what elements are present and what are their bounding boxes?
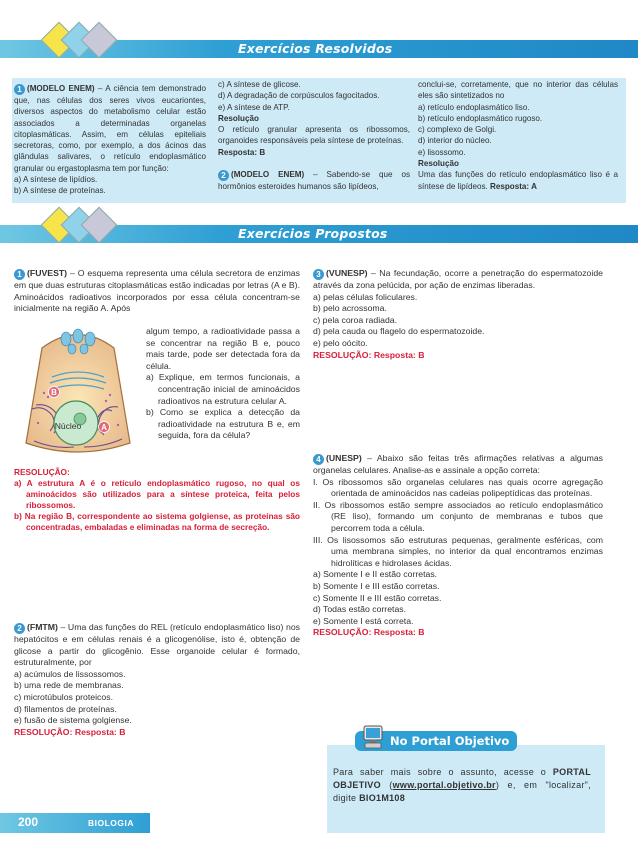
option-c: c) A síntese de glicose.	[218, 80, 301, 89]
option-b: b) pelo acrossoma.	[313, 303, 387, 314]
resolution-text: Uma das funções do retículo endoplasmático liso é a síntese de lipídeos.	[418, 170, 618, 191]
question-source: (MODELO ENEM)	[231, 170, 305, 180]
resolution-label: Resolução	[418, 159, 459, 169]
question-source: (FUVEST)	[27, 268, 68, 278]
option-a: a) Somente I e II estão corretas.	[313, 569, 438, 580]
option-d: d) pela cauda ou flagelo do espermatozoide.	[313, 326, 485, 337]
cell-diagram	[14, 323, 142, 463]
part-b: b) Como se explica a detecção da radioatividade na estrutura B e, em seguida, fora da célula?	[146, 407, 300, 441]
statement-ii: II. Os ribossomos estão sempre associados ao retículo endoplasmático (RE liso), formando um conjunto de membranas e tubos que percorrem toda a célula.	[313, 499, 603, 533]
question-number: 1	[14, 84, 25, 95]
question-text-cont: conclui-se, corretamente, que no interior das células eles são sintetizados no	[418, 80, 618, 101]
resolution-answer: RESOLUÇÃO: Resposta: B	[313, 627, 425, 638]
question-text: – Abaixo são feitas três afirmações relativas a algumas organelas celulares. Analise-as e assinale a opção correta:	[313, 453, 603, 475]
option-a: a) retículo endoplasmático liso.	[418, 102, 530, 112]
proposto-q2	[14, 622, 300, 738]
option-e: e) A síntese de ATP.	[218, 102, 290, 112]
proposto-q3	[313, 268, 603, 361]
question-text: – Uma das funções do REL (retículo endoplasmático liso) nos hepatócitos e em células renais é a glicogenólise, isto é, obtenção de glicose a partir do glicogênio. Esse organoide celular é formado, estruturalmente, por	[14, 622, 300, 668]
option-a: a) pelas células foliculares.	[313, 291, 418, 302]
question-text: – O esquema representa uma célula secretora de enzimas em que duas estruturas citoplasmáticas estão indicadas por letras (A e B). Aminoácidos radioativos incorporados por essa célula concentram-se inicialmente na região A. Após	[14, 268, 300, 314]
subject-label: BIOLOGIA	[88, 818, 135, 828]
resolution-answer: RESOLUÇÃO: Resposta: B	[14, 726, 126, 737]
option-d: d) Todas estão corretas.	[313, 604, 407, 615]
resolution-answer: Resposta: A	[490, 181, 537, 191]
label-a: A	[101, 423, 107, 432]
page-number: 200	[18, 815, 39, 829]
resolvidos-title: Exercícios Resolvidos	[238, 41, 393, 56]
question-text: – Sabendo-se que os hormônios esteroides humanos são lipídeos,	[218, 170, 411, 192]
label-nucleo: Núcleo	[54, 421, 82, 431]
proposto-q1-side	[146, 326, 300, 442]
portal-brand: PORTAL OBJETIVO	[333, 767, 591, 790]
proposto-q1-resolution	[14, 467, 300, 533]
option-b: b) retículo endoplasmático rugoso.	[418, 113, 543, 123]
resolvidos-col-1	[14, 83, 206, 197]
resolution-label: RESOLUÇÃO:	[14, 467, 70, 477]
question-number: 2	[218, 170, 229, 181]
portal-text-3: ) e, em "localizar", digite	[333, 780, 591, 803]
option-a: a) A síntese de lipídios.	[14, 175, 98, 185]
question-number: 4	[313, 454, 324, 465]
resolution-a: a) A estrutura A é o retículo endoplasmático rugoso, no qual os aminoácidos são utilizados para a síntese proteica, feita pelos ribossomos.	[14, 478, 300, 510]
question-source: (VUNESP)	[326, 268, 368, 278]
label-b: B	[51, 388, 57, 397]
statement-iii: III. Os lisossomos são estruturas pequenas, geralmente esféricas, com uma membrana simples, no interior da qual encontramos enzimas hidrolíticas e hidrolases ácidas.	[313, 534, 603, 568]
option-e: e) fusão de sistema golgiense.	[14, 715, 132, 726]
question-number: 3	[313, 269, 324, 280]
resolution-label: Resolução	[218, 113, 259, 123]
option-d: d) interior do núcleo.	[418, 136, 492, 146]
option-e: e) pelo oócito.	[313, 337, 368, 348]
part-a: a) Explique, em termos funcionais, a concentração inicial de aminoácidos radioativos na estrutura celular A.	[146, 372, 300, 406]
option-a: a) acúmulos de lissossomos.	[14, 668, 126, 679]
question-number: 1	[14, 269, 25, 280]
option-c: c) Somente II e III estão corretas.	[313, 592, 442, 603]
portal-text-2: (	[380, 780, 393, 790]
resolution-text: O retículo granular apresenta os ribossomos, organoides responsáveis pela síntese de proteínas.	[218, 125, 410, 146]
option-b: b) uma rede de membranas.	[14, 680, 124, 691]
resolvidos-col-2	[218, 79, 410, 192]
portal-text-1: Para saber mais sobre o assunto, acesse o	[333, 767, 553, 777]
computer-icon	[362, 724, 384, 755]
question-text: – A ciência tem demonstrado que, nas células dos seres vivos eucariontes, diversos aspectos do metabolismo celular estão associados a determinadas organelas citoplasmáticas. Assim, em células epiteliais secretoras, como, por exemplo, a dos ácinos das glândulas salivares, o retículo endoplasmático granular ou ergastoplasma tem por função:	[14, 84, 206, 173]
resolution-answer: RESOLUÇÃO: Resposta: B	[313, 349, 425, 360]
proposto-q4	[313, 453, 603, 639]
option-d: d) filamentos de proteínas.	[14, 703, 117, 714]
resolvidos-col-3	[418, 79, 618, 192]
question-source: (FMTM)	[27, 622, 58, 632]
propostos-diamonds	[40, 205, 120, 245]
propostos-title: Exercícios Propostos	[238, 226, 388, 241]
portal-title: No Portal Objetivo	[390, 734, 510, 748]
portal-code: BIO1M108	[359, 793, 406, 803]
question-source: (UNESP)	[326, 453, 362, 463]
question-text: – Na fecundação, ocorre a penetração do espermatozoide através da zona pelúcida, por ação de enzimas liberadas.	[313, 268, 603, 290]
option-e: e) Somente I está correta.	[313, 615, 414, 626]
option-d: d) A degradação de corpúsculos fagocitados.	[218, 91, 380, 101]
resolution-b: b) Na região B, correspondente ao sistema golgiense, as proteínas são concentradas, embaladas e eliminadas na forma de secreção.	[14, 511, 300, 532]
question-source: (MODELO ENEM)	[27, 84, 95, 93]
question-number: 2	[14, 623, 25, 634]
option-b: b) Somente I e III estão corretas.	[313, 580, 440, 591]
statement-i: I. Os ribossomos são organelas celulares nas quais ocorre agregação orientada de aminoácidos nas cadeias polipeptídicas das proteínas.	[313, 476, 603, 499]
option-c: c) microtúbulos proteicos.	[14, 691, 113, 702]
question-side-text: algum tempo, a radioatividade passa a se concentrar na região B e, pouco mais tarde, pode ser detectada fora da célula.	[146, 326, 300, 371]
portal-text	[333, 766, 591, 805]
option-c: c) pela coroa radiada.	[313, 314, 398, 325]
proposto-q1-intro	[14, 268, 300, 315]
option-b: b) A síntese de proteínas.	[14, 186, 106, 196]
resolution-answer: Resposta: B	[218, 147, 266, 157]
option-e: e) lisossomo.	[418, 147, 466, 157]
option-c: c) complexo de Golgi.	[418, 125, 497, 135]
portal-link[interactable]: www.portal.objetivo.br	[392, 780, 496, 790]
resolvidos-diamonds	[40, 20, 120, 60]
